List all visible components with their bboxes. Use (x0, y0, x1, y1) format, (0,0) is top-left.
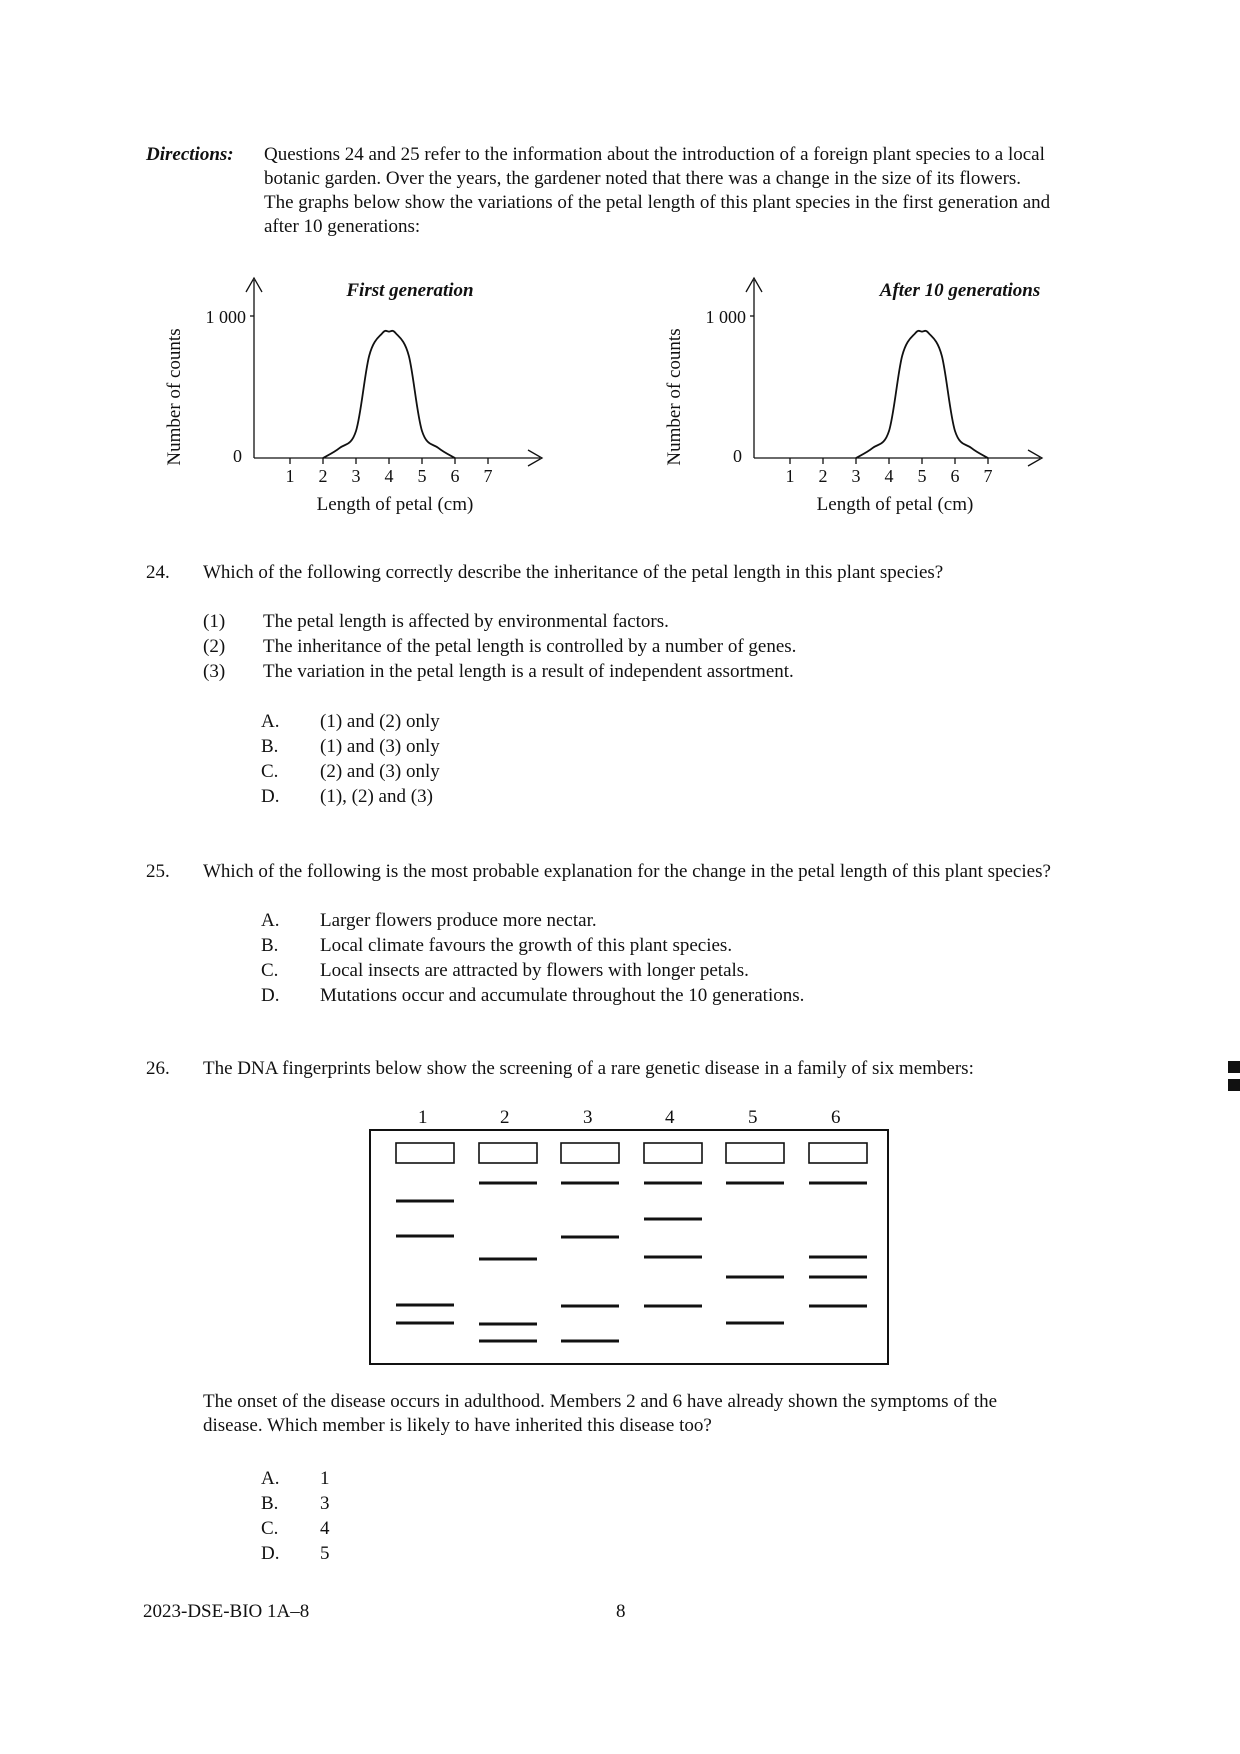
x-tick-label: 6 (950, 466, 960, 486)
gel-svg (371, 1131, 887, 1363)
option-text: (1) and (3) only (320, 736, 440, 757)
question-26-text: The DNA fingerprints below show the screening of a rare genetic disease in a family of six members: (203, 1058, 974, 1079)
x-tick-label: 4 (384, 466, 394, 486)
option-text: Larger flowers produce more nectar. (320, 910, 597, 931)
x-tick-label: 3 (351, 466, 361, 486)
y-tick-label: 0 (733, 446, 742, 466)
gel-well (396, 1143, 454, 1163)
chart-title: First generation (346, 280, 474, 301)
directions-line: after 10 generations: (264, 216, 421, 237)
y-tick-label: 1 000 (205, 307, 246, 327)
chart-first-generation (150, 268, 590, 518)
question-24-text: Which of the following correctly describe the inheritance of the petal length in this plant species? (203, 562, 944, 583)
y-tick-label: 0 (233, 446, 242, 466)
option-letter: C. (261, 761, 279, 782)
option-letter: D. (261, 985, 280, 1006)
option-text: (2) and (3) only (320, 761, 440, 782)
statement-text: The petal length is affected by environmental factors. (263, 611, 669, 632)
option-text: (1), (2) and (3) (320, 786, 433, 807)
lane-number: 6 (831, 1107, 841, 1128)
x-tick-label: 5 (417, 466, 427, 486)
distribution-curve (323, 331, 455, 458)
x-tick-label: 3 (851, 466, 861, 486)
statement-number: (1) (203, 611, 226, 632)
statement-number: (2) (203, 636, 226, 657)
x-tick-label: 1 (785, 466, 795, 486)
chart-svg (650, 268, 1090, 518)
dna-fingerprint-gel (369, 1129, 889, 1365)
question-24-number: 24. (146, 562, 170, 583)
question-26-followup (203, 1390, 1118, 1438)
margin-mark (1228, 1079, 1240, 1091)
lane-number: 4 (665, 1107, 675, 1128)
gel-well (644, 1143, 702, 1163)
x-tick-label: 7 (983, 466, 993, 486)
x-tick-label: 5 (917, 466, 927, 486)
option-text: 4 (320, 1518, 330, 1539)
y-tick-label: 1 000 (705, 307, 746, 327)
directions-line: The graphs below show the variations of the petal length of this plant species in the first generation and (264, 192, 1051, 213)
x-tick-label: 2 (818, 466, 828, 486)
y-axis-label: Number of counts (164, 328, 185, 466)
option-letter: C. (261, 1518, 279, 1539)
directions-line: botanic garden. Over the years, the gardener noted that there was a change in the size of its flowers. (264, 168, 1022, 189)
lane-number: 3 (583, 1107, 593, 1128)
option-letter: C. (261, 960, 279, 981)
option-letter: A. (261, 711, 280, 732)
chart-title: After 10 generations (879, 280, 1041, 301)
statement-text: The inheritance of the petal length is controlled by a number of genes. (263, 636, 797, 657)
lane-number: 2 (500, 1107, 510, 1128)
gel-well (726, 1143, 784, 1163)
option-letter: A. (261, 910, 280, 931)
option-letter: D. (261, 786, 280, 807)
y-axis-label: Number of counts (664, 328, 685, 466)
statement-text: The variation in the petal length is a result of independent assortment. (263, 661, 794, 682)
statement-number: (3) (203, 661, 226, 682)
question-26-number: 26. (146, 1058, 170, 1079)
option-letter: A. (261, 1468, 280, 1489)
lane-number: 1 (418, 1107, 428, 1128)
chart-after-10-generations (650, 268, 1090, 518)
x-tick-label: 6 (450, 466, 460, 486)
option-text: 5 (320, 1543, 330, 1564)
question-25-text: Which of the following is the most probable explanation for the change in the petal length of this plant species? (203, 861, 1051, 882)
footer-page-number: 8 (616, 1601, 626, 1622)
x-tick-label: 2 (318, 466, 328, 486)
followup-line: The onset of the disease occurs in adulthood. Members 2 and 6 have already shown the symptoms of the (203, 1391, 998, 1412)
directions-text (264, 143, 1124, 239)
option-text: Mutations occur and accumulate throughout the 10 generations. (320, 985, 805, 1006)
option-text: (1) and (2) only (320, 711, 440, 732)
option-letter: D. (261, 1543, 280, 1564)
lane-number: 5 (748, 1107, 758, 1128)
gel-well (479, 1143, 537, 1163)
chart-svg (150, 268, 590, 518)
x-axis-label: Length of petal (cm) (316, 494, 474, 515)
option-text: Local climate favours the growth of this plant species. (320, 935, 733, 956)
distribution-curve (856, 331, 988, 458)
x-tick-label: 7 (483, 466, 493, 486)
margin-mark (1228, 1061, 1240, 1073)
option-text: Local insects are attracted by flowers with longer petals. (320, 960, 749, 981)
option-text: 1 (320, 1468, 330, 1489)
gel-well (809, 1143, 867, 1163)
question-25-number: 25. (146, 861, 170, 882)
x-tick-label: 1 (285, 466, 295, 486)
gel-well (561, 1143, 619, 1163)
x-tick-label: 4 (884, 466, 894, 486)
option-letter: B. (261, 736, 279, 757)
directions-line: Questions 24 and 25 refer to the information about the introduction of a foreign plant species to a local (264, 144, 1045, 165)
option-letter: B. (261, 1493, 279, 1514)
followup-line: disease. Which member is likely to have inherited this disease too? (203, 1415, 712, 1436)
option-text: 3 (320, 1493, 330, 1514)
x-axis-label: Length of petal (cm) (816, 494, 974, 515)
footer-paper-code: 2023-DSE-BIO 1A–8 (143, 1601, 310, 1622)
option-letter: B. (261, 935, 279, 956)
directions-label: Directions: (146, 144, 234, 165)
